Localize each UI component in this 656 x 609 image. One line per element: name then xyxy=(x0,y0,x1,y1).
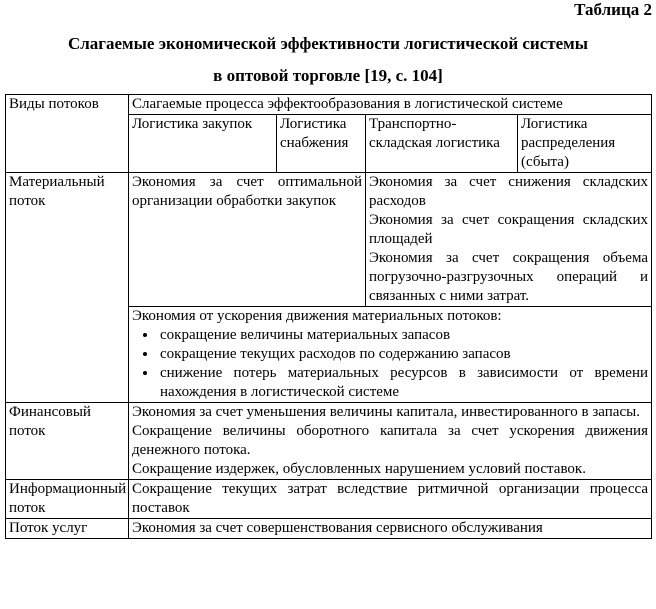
table-title-line-1: Слагаемые экономической эффективности логистической системы xyxy=(67,34,589,53)
financial-row xyxy=(6,403,652,480)
efficiency-table xyxy=(5,94,652,539)
financial-cell xyxy=(129,403,652,480)
service-row xyxy=(6,519,652,539)
service-cell: Экономия за счет совершенствования сервисного обслуживания xyxy=(129,519,652,539)
header-flow-types: Виды потоков xyxy=(6,95,129,173)
material-procurement-cell: Экономия за счет оптимальной организации обработки закупок xyxy=(129,173,366,307)
information-row xyxy=(6,480,652,519)
header-transport-warehouse: Транспортно-складская логистика xyxy=(366,115,518,173)
header-procurement: Логистика закупок xyxy=(129,115,277,173)
material-acceleration-cell xyxy=(129,307,652,403)
list-item: • снижение потерь материальных ресурсов в зависимости от времени нахождения в логистической системе xyxy=(158,364,648,402)
information-flow-label: Информационный поток xyxy=(6,480,129,519)
financial-flow-label: Финансовый поток xyxy=(6,403,129,480)
acceleration-list xyxy=(132,326,648,402)
header-components: Слагаемые процесса эффектообразования в логистической системе xyxy=(129,95,652,115)
acceleration-title: Экономия от ускорения движения материальных потоков: xyxy=(132,308,502,324)
header-row-1 xyxy=(6,95,652,115)
financial-item: Экономия за счет уменьшения величины капитала, инвестированного в запасы. xyxy=(132,404,640,420)
information-cell: Сокращение текущих затрат вследствие ритмичной организации процесса поставок xyxy=(129,480,652,519)
material-transport-item: Экономия за счет сокращения объема погрузочно-разгрузочных операций и связанных с ними затрат. xyxy=(369,250,648,304)
material-row xyxy=(6,173,652,307)
table-number: Таблица 2 xyxy=(574,0,652,19)
header-distribution: Логистика распределения (сбыта) xyxy=(518,115,652,173)
list-item: • сокращение величины материальных запасов xyxy=(158,326,648,345)
list-item: • сокращение текущих расходов по содержанию запасов xyxy=(158,345,648,364)
table-title-line-2: в оптовой торговле [19, с. 104] xyxy=(213,66,443,85)
service-flow-label: Поток услуг xyxy=(6,519,129,539)
header-supply: Логистика снабжения xyxy=(277,115,366,173)
financial-item: Сокращение издержек, обусловленных нарушением условий поставок. xyxy=(132,461,586,477)
material-transport-item: Экономия за счет сокращения складских площадей xyxy=(369,212,648,247)
material-transport-item: Экономия за счет снижения складских расходов xyxy=(369,174,648,209)
material-flow-label: Материальный поток xyxy=(6,173,129,403)
financial-item: Сокращение величины оборотного капитала за счет ускорения движения денежного потока. xyxy=(132,423,648,458)
material-transport-cell xyxy=(366,173,652,307)
